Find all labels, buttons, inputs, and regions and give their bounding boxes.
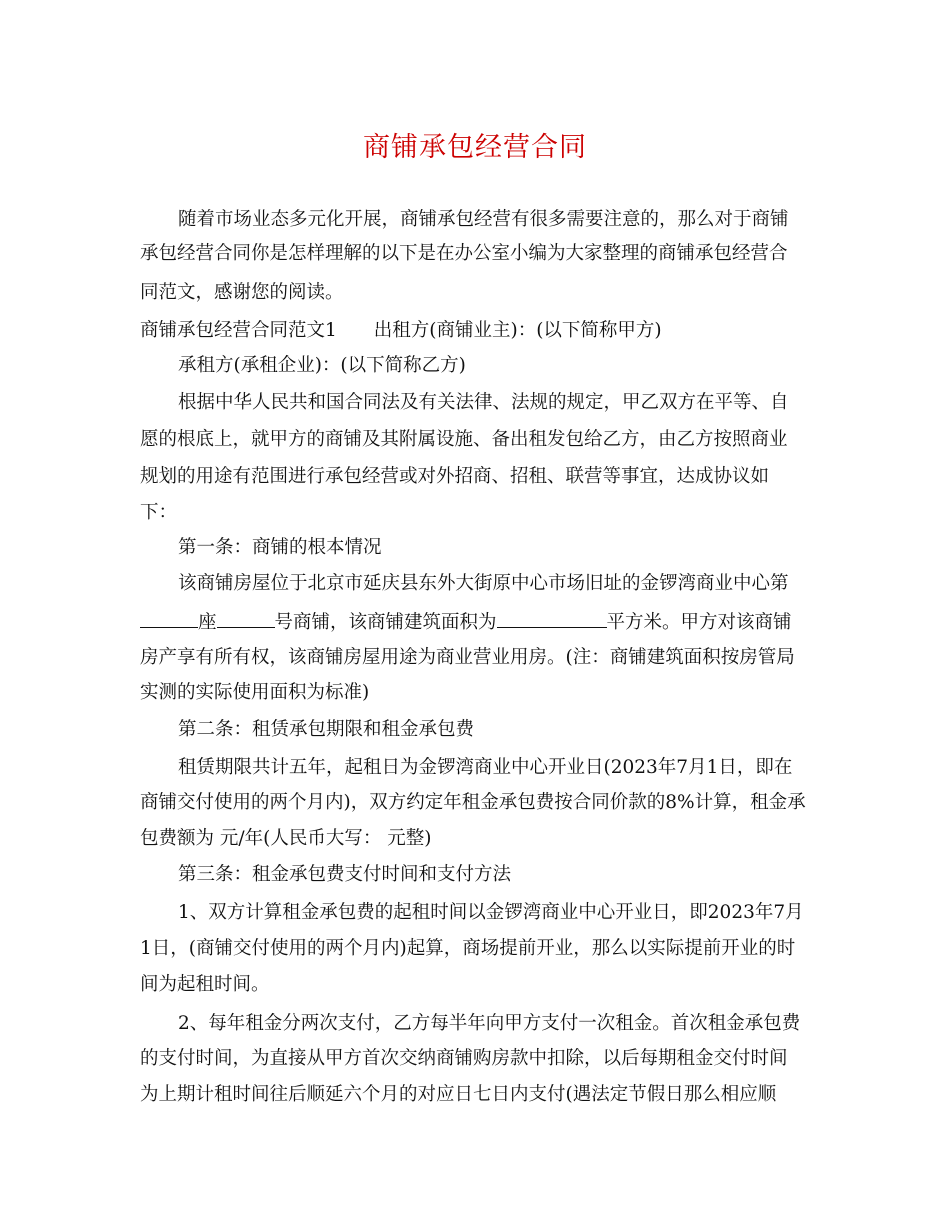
paragraph-line: 为上期计租时间往后顺延六个月的对应日七日内支付(遇法定节假日那么相应顺 xyxy=(140,1084,777,1105)
paragraph-line: 承租方(承租企业)：(以下简称乙方) xyxy=(178,355,466,376)
section-heading: 第三条：租金承包费支付时间和支付方法 xyxy=(178,864,512,885)
paragraph-line: 愿的根底上，就甲方的商铺及其附属设施、备出租发包给乙方，由乙方按照商业 xyxy=(140,429,788,450)
blank-field[interactable] xyxy=(497,608,607,628)
document-title: 商铺承包经营合同 xyxy=(363,132,587,163)
paragraph-line: 下： xyxy=(140,502,178,523)
paragraph-line: 2、每年租金分两次支付，乙方每半年向甲方支付一次租金。首次租金承包费 xyxy=(178,1013,801,1034)
paragraph-line: 1、双方计算租金承包费的起租时间以金锣湾商业中心开业日，即2023年7月 xyxy=(178,902,804,923)
paragraph-line: 的支付时间，为直接从甲方首次交纳商铺购房款中扣除，以后每期租金交付时间 xyxy=(140,1048,788,1069)
paragraph-line: 商铺承包经营合同范文1 出租方(商铺业主)：(以下简称甲方) xyxy=(140,320,662,341)
paragraph-line: 包费额为 元/年(人民币大写： 元整) xyxy=(140,828,432,849)
section-heading: 第一条：商铺的根本情况 xyxy=(178,537,382,558)
section-heading: 第二条：租赁承包期限和租金承包费 xyxy=(178,719,475,740)
paragraph-line: 该商铺房屋位于北京市延庆县东外大街原中心市场旧址的金锣湾商业中心第 xyxy=(178,573,789,594)
fill-in-text: 平方米。甲方对该商铺 xyxy=(606,612,792,633)
blank-field[interactable] xyxy=(217,608,275,628)
fill-in-line xyxy=(140,608,792,636)
paragraph-line: 租赁期限共计五年，起租日为金锣湾商业中心开业日(2023年7月1日，即在 xyxy=(178,757,793,778)
paragraph-line: 1日，(商铺交付使用的两个月内)起算，商场提前开业，那么以实际提前开业的时 xyxy=(140,938,796,959)
paragraph-line: 房产享有所有权，该商铺房屋用途为商业营业用房。(注：商铺建筑面积按房管局 xyxy=(140,647,795,668)
blank-field[interactable] xyxy=(140,608,198,628)
paragraph-line: 承包经营合同你是怎样理解的以下是在办公室小编为大家整理的商铺承包经营合 xyxy=(140,243,788,264)
fill-in-text: 号商铺，该商铺建筑面积为 xyxy=(274,612,497,633)
paragraph-line: 根据中华人民共和国合同法及有关法律、法规的规定，甲乙双方在平等、自 xyxy=(178,392,789,413)
paragraph-line: 商铺交付使用的两个月内)，双方约定年租金承包费按合同价款的8%计算，租金承 xyxy=(140,792,806,813)
paragraph-line: 间为起租时间。 xyxy=(140,974,270,995)
paragraph-line: 随着市场业态多元化开展，商铺承包经营有很多需要注意的，那么对于商铺 xyxy=(178,209,789,230)
paragraph-line: 同范文，感谢您的阅读。 xyxy=(140,282,344,303)
fill-in-text: 座 xyxy=(198,612,217,633)
paragraph-line: 实测的实际使用面积为标准) xyxy=(140,682,370,703)
paragraph-line: 规划的用途有范围进行承包经营或对外招商、招租、联营等事宜，达成协议如 xyxy=(140,466,770,487)
